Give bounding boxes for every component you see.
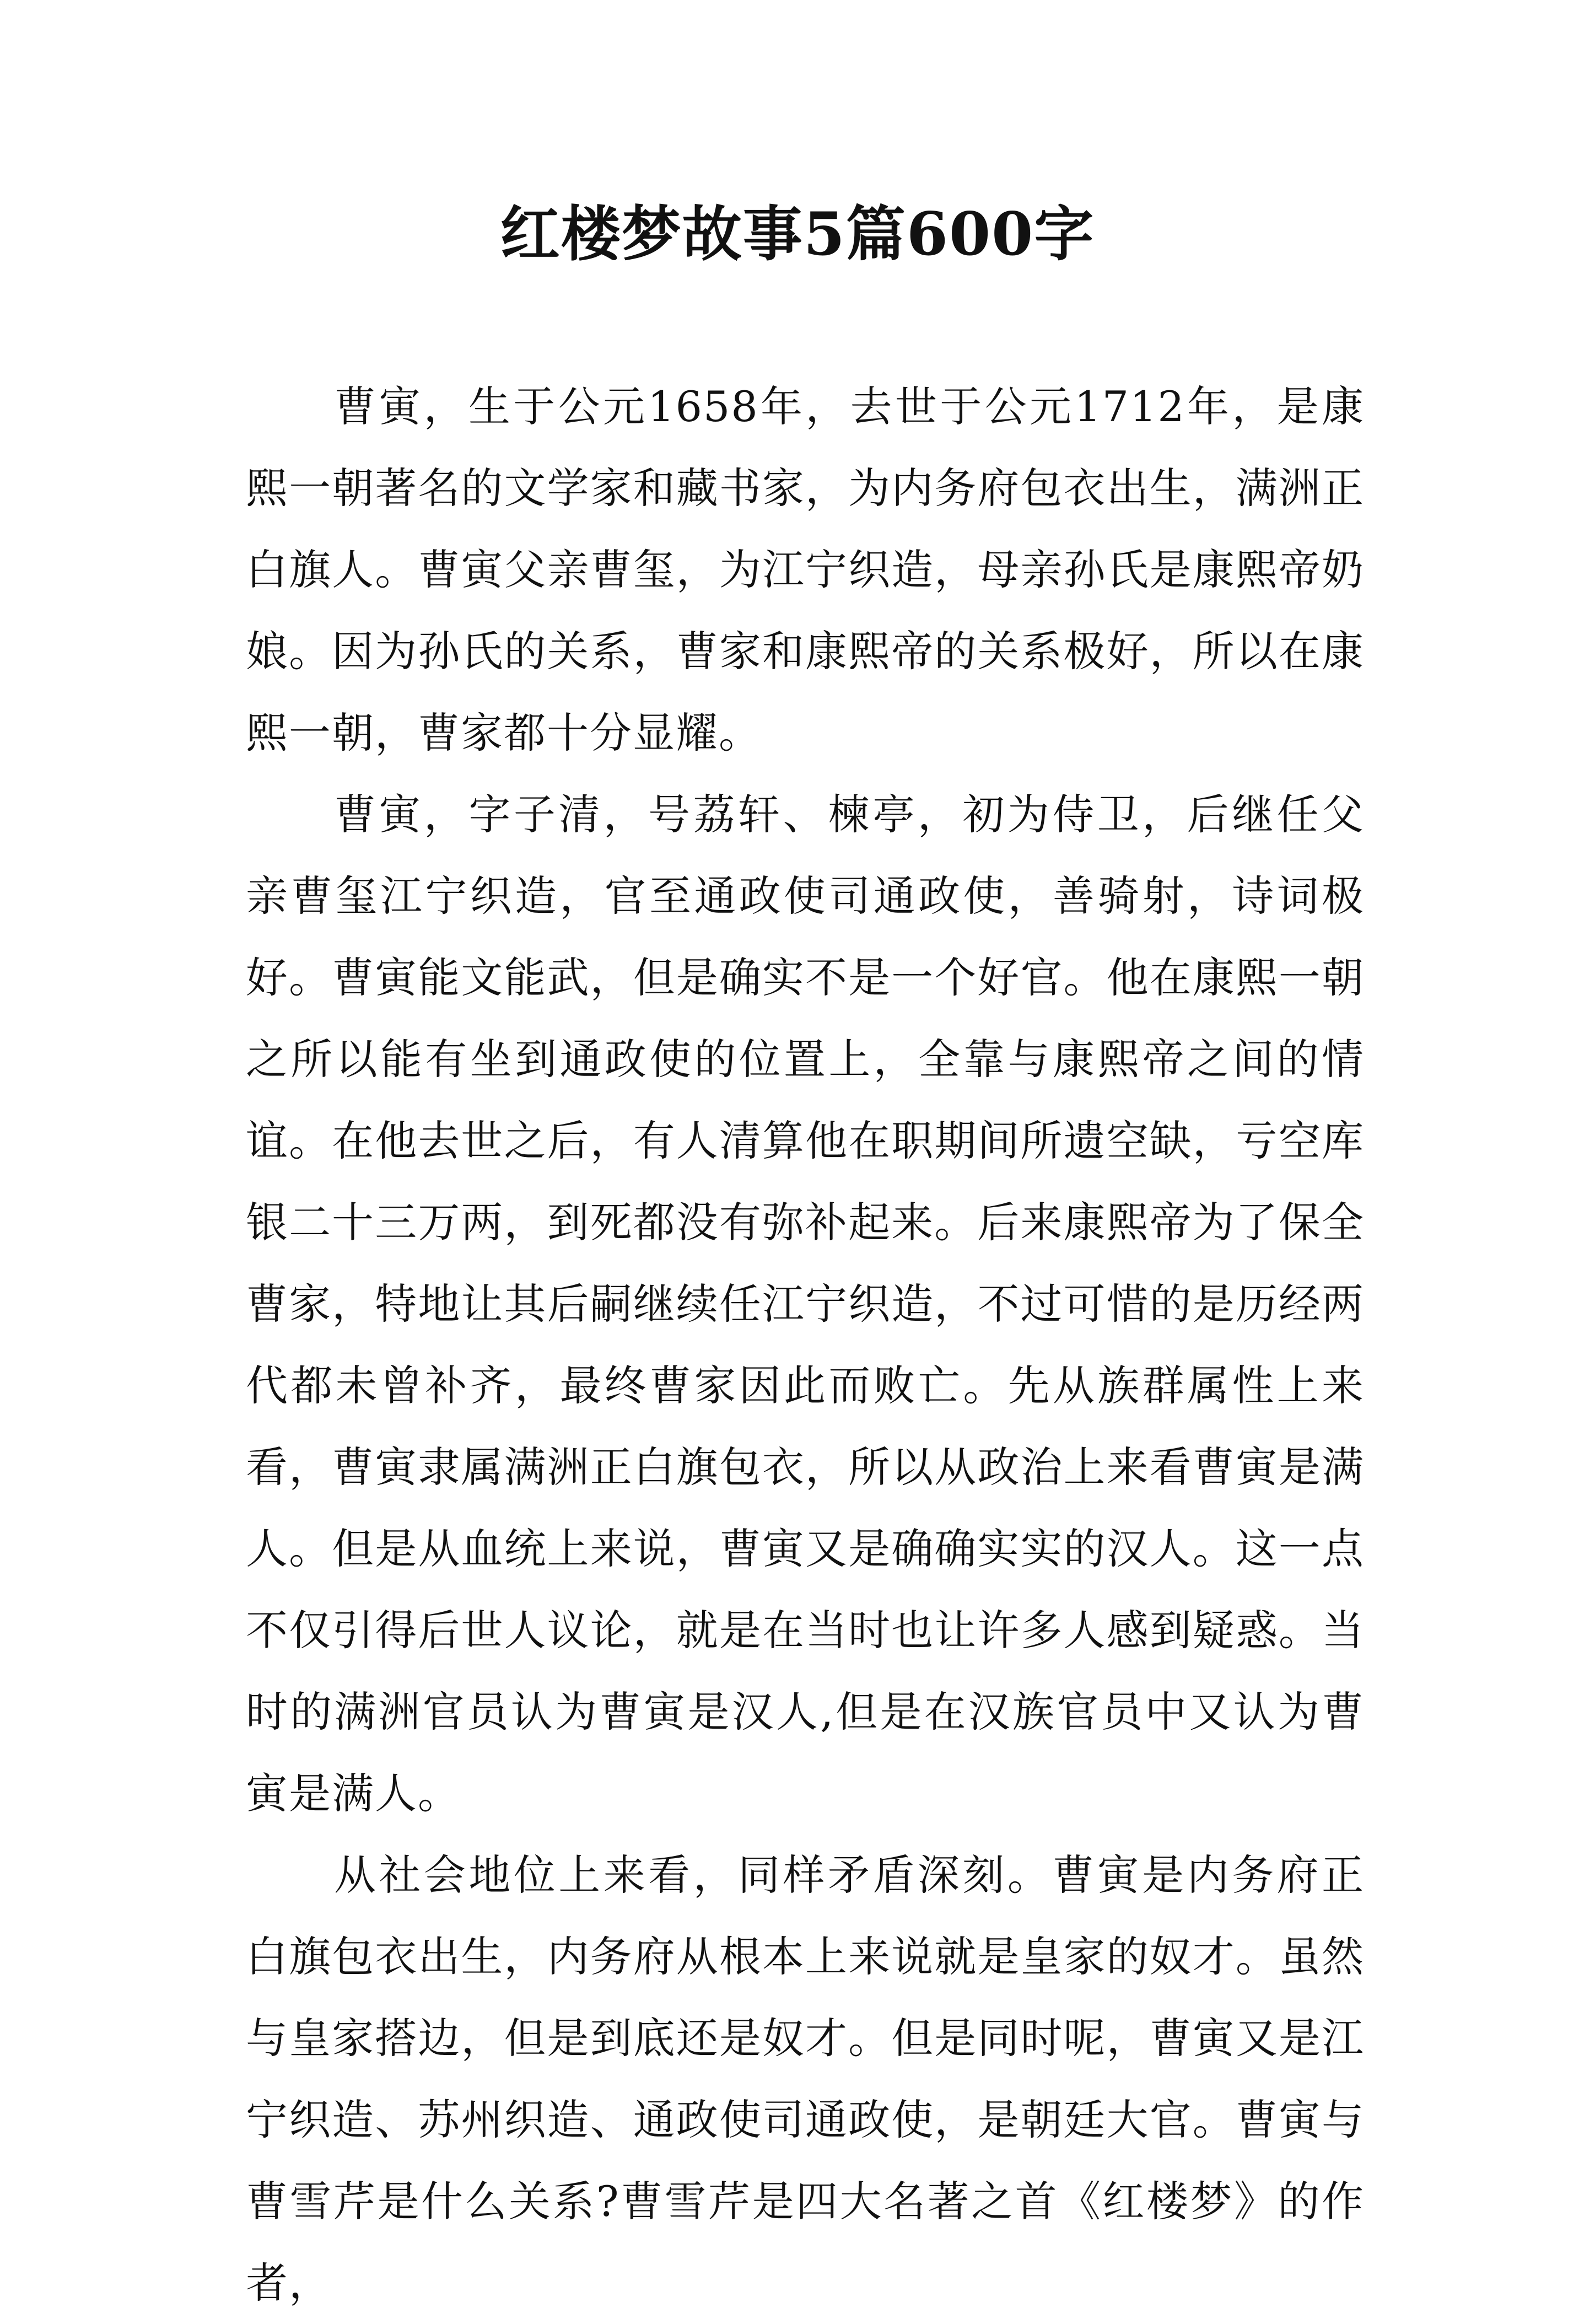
- paragraph-1: 曹寅，生于公元1658年，去世于公元1712年，是康熙一朝著名的文学家和藏书家，为内务府包衣出生，满洲正白旗人。曹寅父亲曹玺，为江宁织造，母亲孙氏是康熙帝奶娘。因为孙氏的关系，曹家和康熙帝的关系极好，所以在康熙一朝，曹家都十分显耀。: [246, 382, 1365, 757]
- paragraph-2: 曹寅，字子清，号荔轩、楝亭，初为侍卫，后继任父亲曹玺江宁织造，官至通政使司通政使，善骑射，诗词极好。曹寅能文能武，但是确实不是一个好官。他在康熙一朝之所以能有坐到通政使的位置上，全靠与康熙帝之间的情谊。在他去世之后，有人清算他在职期间所遗空缺，亏空库银二十三万两，到死都没有弥补起来。后来康熙帝为了保全曹家，特地让其后嗣继续任江宁织造，不过可惜的是历经两代都未曾补齐，最终曹家因此而败亡。先从族群属性上来看，曹寅隶属满洲正白旗包衣，所以从政治上来看曹寅是满人。但是从血统上来说，曹寅又是确确实实的汉人。这一点不仅引得后世人议论，就是在当时也让许多人感到疑惑。当时的满洲官员认为曹寅是汉人,但是在汉族官员中又认为曹寅是满人。: [246, 790, 1365, 1818]
- document-body: [246, 366, 1365, 2324]
- paragraph-3: 从社会地位上来看，同样矛盾深刻。曹寅是内务府正白旗包衣出生，内务府从根本上来说就是皇家的奴才。虽然与皇家搭边，但是到底还是奴才。但是同时呢，曹寅又是江宁织造、苏州织造、通政使司通政使，是朝廷大官。曹寅与曹雪芹是什么关系?曹雪芹是四大名著之首《红楼梦》的作者，: [246, 1850, 1365, 2307]
- document-title: 红楼梦故事5篇600字: [500, 200, 1095, 269]
